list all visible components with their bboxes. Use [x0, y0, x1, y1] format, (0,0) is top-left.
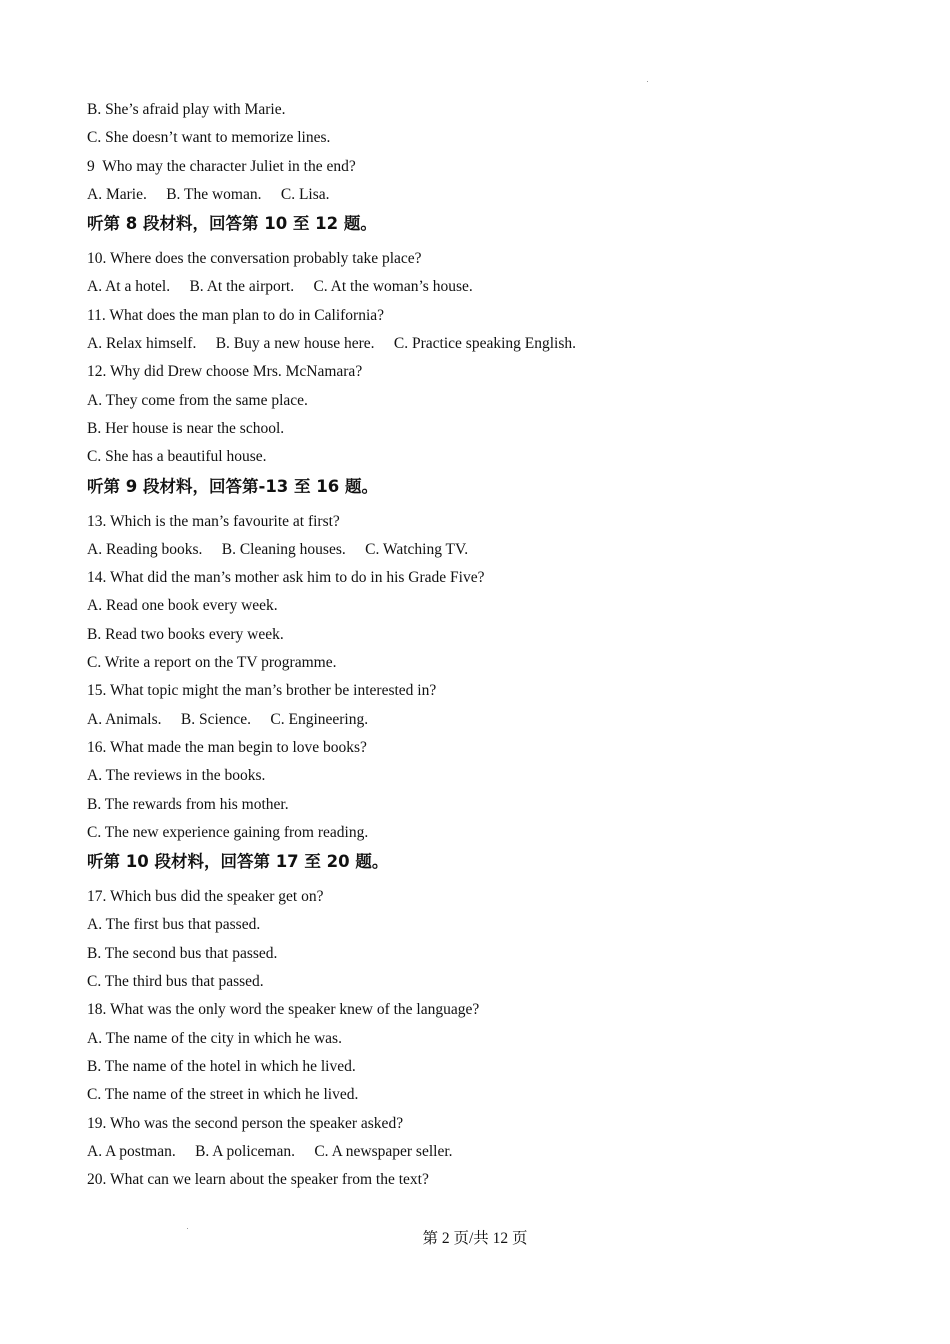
question-line: 13. Which is the man’s favourite at first? [87, 512, 340, 530]
page-footer: 第 2 页/共 12 页 [422, 1230, 528, 1247]
question-line: A. The name of the city in which he was. [87, 1029, 342, 1047]
question-line: C. The third bus that passed. [87, 973, 264, 991]
scan-dot [647, 81, 648, 82]
question-line: 14. What did the man’s mother ask him to do in his Grade Five? [87, 569, 485, 587]
question-line: B. The rewards from his mother. [87, 795, 289, 813]
question-line: 9 Who may the character Juliet in the end? [87, 157, 356, 175]
question-line: A. They come from the same place. [87, 391, 308, 409]
question-line: 20. What can we learn about the speaker from the text? [87, 1171, 429, 1189]
question-line: 15. What topic might the man’s brother be interested in? [87, 682, 437, 700]
question-line: B. Her house is near the school. [87, 419, 285, 437]
question-line: B. The name of the hotel in which he lived. [87, 1057, 356, 1075]
question-line: A. A postman. B. A policeman. C. A newspaper seller. [87, 1142, 453, 1160]
question-line: A. Relax himself. B. Buy a new house here. C. Practice speaking English. [87, 335, 577, 353]
question-line: A. Animals. B. Science. C. Engineering. [87, 710, 369, 728]
question-line: 12. Why did Drew choose Mrs. McNamara? [87, 363, 363, 381]
question-line: B. She’s afraid play with Marie. [87, 101, 286, 118]
question-line: A. Reading books. B. Cleaning houses. C. Watching TV. [87, 540, 469, 558]
page-body [87, 96, 887, 1194]
question-line: 17. Which bus did the speaker get on? [87, 888, 324, 906]
section-heading: 听第 8 段材料，回答第 10 至 12 题。 [87, 214, 377, 234]
question-line: C. She doesn’t want to memorize lines. [87, 129, 331, 147]
question-line: 11. What does the man plan to do in California? [87, 306, 385, 324]
question-line: C. The name of the street in which he lived. [87, 1086, 359, 1104]
question-line: B. Read two books every week. [87, 625, 284, 643]
question-line: C. She has a beautiful house. [87, 448, 267, 466]
question-line: C. The new experience gaining from reading. [87, 823, 369, 841]
section-heading: 听第 9 段材料，回答第-13 至 16 题。 [87, 476, 378, 496]
scan-dot [187, 1228, 188, 1229]
question-line: A. The reviews in the books. [87, 767, 266, 785]
question-line: B. The second bus that passed. [87, 944, 278, 962]
question-line: 19. Who was the second person the speaker asked? [87, 1114, 404, 1132]
question-line: 10. Where does the conversation probably take place? [87, 250, 422, 268]
question-line: C. Write a report on the TV programme. [87, 654, 337, 672]
question-line: A. Marie. B. The woman. C. Lisa. [87, 185, 330, 203]
question-line: A. Read one book every week. [87, 597, 278, 615]
question-line: 16. What made the man begin to love books? [87, 738, 367, 756]
section-heading: 听第 10 段材料，回答第 17 至 20 题。 [87, 852, 389, 872]
question-line: A. At a hotel. B. At the airport. C. At the woman’s house. [87, 278, 473, 296]
question-line: 18. What was the only word the speaker knew of the language? [87, 1001, 480, 1019]
question-line: A. The first bus that passed. [87, 916, 261, 934]
